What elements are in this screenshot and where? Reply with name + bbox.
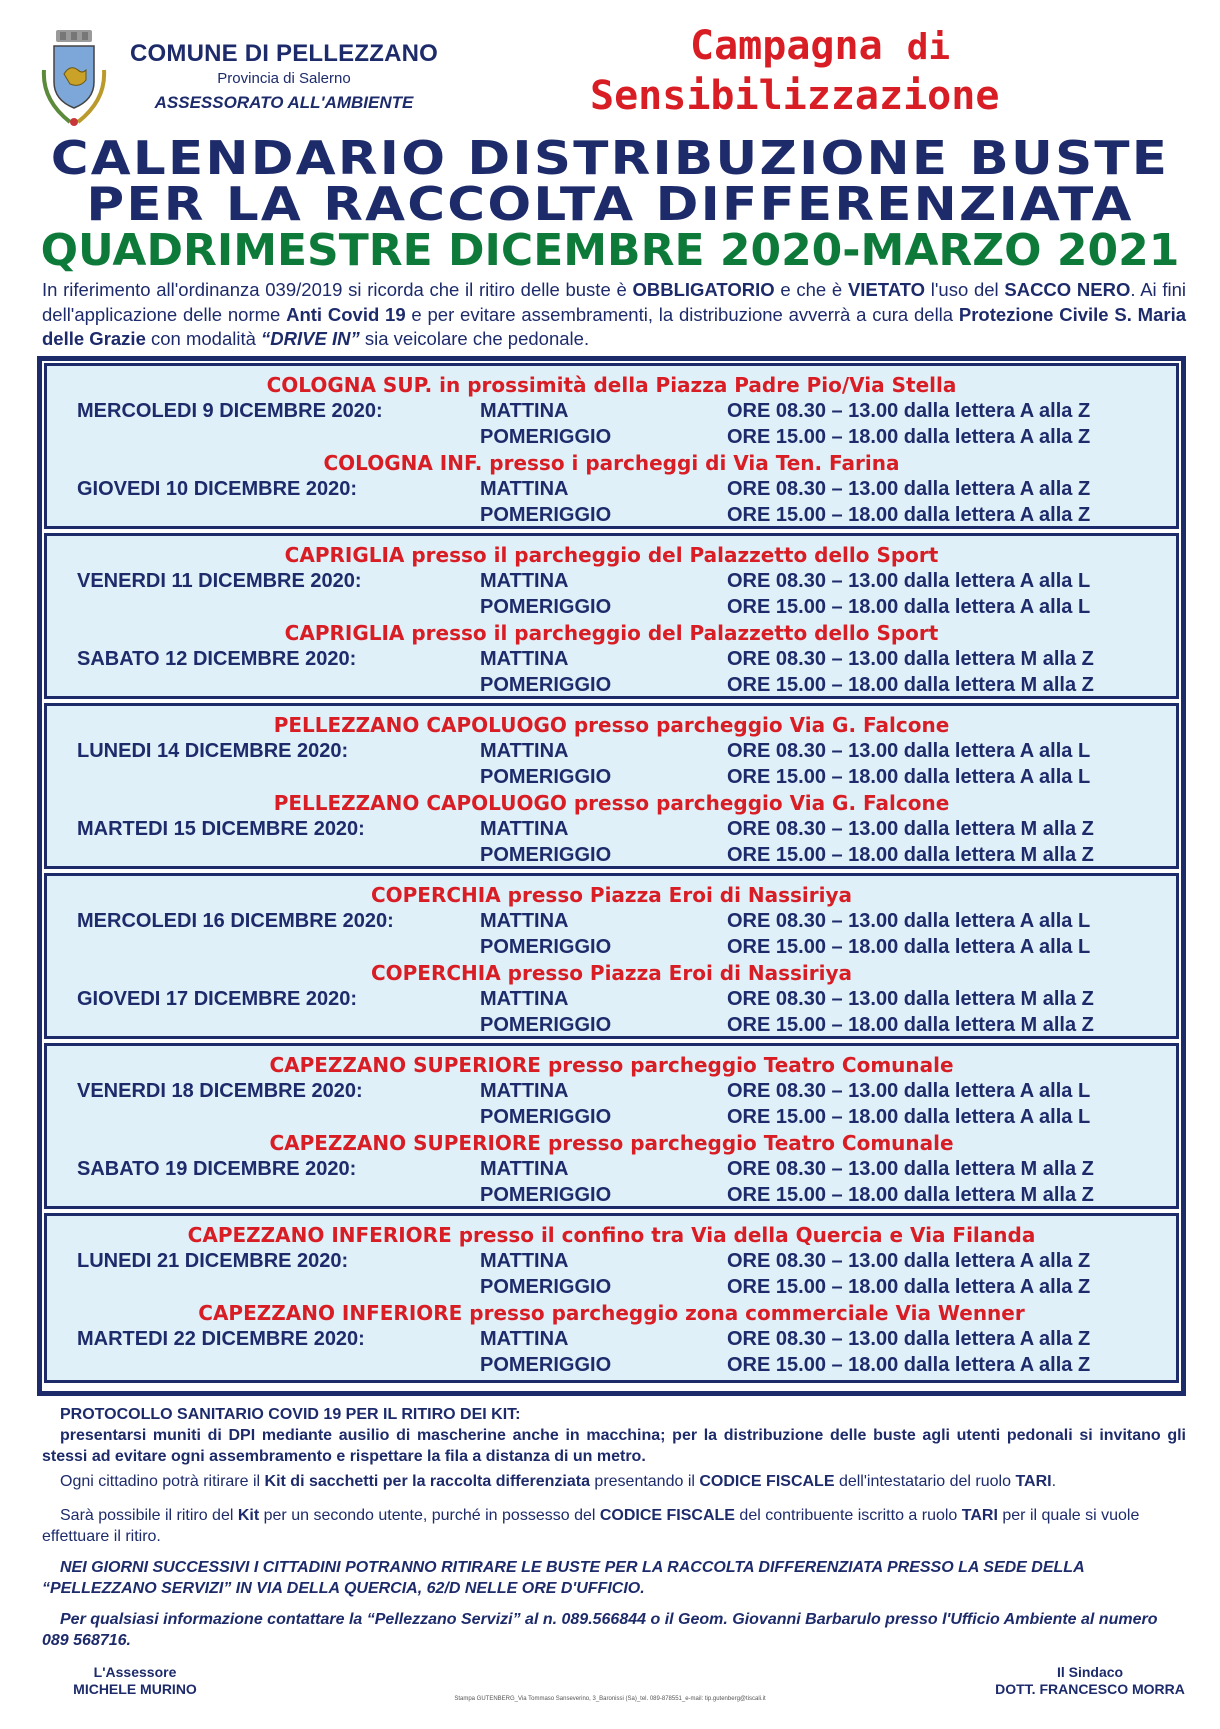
schedule-date: VENERDI 11 DICEMBRE 2020:: [77, 570, 362, 592]
schedule-row: [47, 398, 1176, 424]
location-heading: [47, 960, 1176, 986]
schedule-row: [47, 476, 1176, 502]
printer-credit: Stampa GUTENBERG_Via Tommaso Sanseverino, 3_Baronissi (Sa)_tel. 089-878551_e-mail: tip.gutenberg@tiscali.it: [454, 1696, 766, 1702]
location-heading: [47, 882, 1176, 908]
location-heading: [47, 1300, 1176, 1326]
location-name: COPERCHIA: [370, 883, 501, 907]
schedule-block: [44, 363, 1179, 529]
schedule-time: ORE 15.00 – 18.00 dalla lettera A alla L: [727, 596, 1091, 618]
schedule-date: LUNEDI 14 DICEMBRE 2020:: [77, 740, 349, 762]
schedule-time: ORE 08.30 – 13.00 dalla lettera A alla Z: [727, 1328, 1091, 1350]
schedule-row: [47, 1326, 1176, 1352]
location-detail: presso parcheggio Teatro Comunale: [540, 1053, 954, 1077]
protocol-heading: PROTOCOLLO SANITARIO COVID 19 PER IL RITIRO DEI KIT:: [60, 1406, 521, 1423]
following-days-notice: NEI GIORNI SUCCESSIVI I CITTADINI POTRANNO RITIRARE LE BUSTE PER LA RACCOLTA DIFFERENZIATA PRESSO LA SEDE DELLA “PELLEZZANO SERVIZI” IN VIA DELLA QUERCIA, 62/D NELLE ORE D'UFFICIO.: [42, 1559, 1085, 1597]
schedule-row: [47, 1104, 1176, 1130]
schedule-time: ORE 15.00 – 18.00 dalla lettera A alla Z: [727, 426, 1091, 448]
schedule-row: [47, 934, 1176, 960]
intro-bold: VIETATO: [847, 279, 926, 300]
schedule-date: MERCOLEDI 16 DICEMBRE 2020:: [77, 910, 394, 932]
kit-bold: TARI: [1015, 1473, 1052, 1490]
intro-bold: OBBLIGATORIO: [632, 279, 775, 300]
location-name: PELLEZZANO CAPOLUOGO: [273, 791, 567, 815]
schedule-row: [47, 1078, 1176, 1104]
schedule-time: ORE 15.00 – 18.00 dalla lettera M alla Z: [727, 674, 1094, 696]
schedule-time: ORE 15.00 – 18.00 dalla lettera M alla Z: [727, 844, 1094, 866]
location-name: CAPEZZANO SUPERIORE: [269, 1131, 541, 1155]
schedule-time: ORE 15.00 – 18.00 dalla lettera A alla L: [727, 936, 1091, 958]
location-name: COLOGNA SUP.: [266, 373, 433, 397]
schedule-time: ORE 08.30 – 13.00 dalla lettera A alla L: [727, 570, 1091, 592]
schedule-time: ORE 08.30 – 13.00 dalla lettera M alla Z: [727, 1158, 1094, 1180]
assessore-role: L'Assessore: [93, 1664, 177, 1680]
intro-bold: Protezione Civile S. Maria delle Grazie: [42, 303, 1186, 349]
department-name: ASSESSORATO ALL'AMBIENTE: [154, 93, 414, 112]
schedule-row: [47, 842, 1176, 868]
schedule-block: [44, 1213, 1179, 1383]
kit-text: del contribuente iscritto a ruolo: [734, 1507, 962, 1524]
schedule-block: [44, 873, 1179, 1039]
municipal-crest-icon: [40, 30, 108, 130]
location-heading: [47, 712, 1176, 738]
schedule-period: MATTINA: [480, 1328, 569, 1350]
location-heading: [47, 450, 1176, 476]
kit-bold: Kit di sacchetti per la raccolta differenziata: [264, 1473, 590, 1490]
kit-bold: TARI: [961, 1507, 998, 1524]
campaign-line1: Campagna: [690, 23, 883, 69]
schedule-period: POMERIGGIO: [480, 1354, 612, 1376]
location-heading: [47, 1052, 1176, 1078]
schedule-time: ORE 15.00 – 18.00 dalla lettera A alla Z: [727, 1276, 1091, 1298]
schedule-period: POMERIGGIO: [480, 844, 612, 866]
location-heading: [47, 1130, 1176, 1156]
intro-bold: “DRIVE IN”: [261, 328, 360, 349]
campaign-line2: Sensibilizzazione: [590, 73, 1000, 119]
location-name: CAPEZZANO SUPERIORE: [269, 1053, 541, 1077]
location-name: PELLEZZANO CAPOLUOGO: [273, 713, 567, 737]
schedule-period: POMERIGGIO: [480, 1106, 612, 1128]
schedule-date: MERCOLEDI 9 DICEMBRE 2020:: [77, 400, 383, 422]
schedule-row: [47, 424, 1176, 450]
schedule-row: [47, 568, 1176, 594]
intro-text: e che è: [774, 279, 848, 300]
schedule-date: VENERDI 18 DICEMBRE 2020:: [77, 1080, 363, 1102]
sindaco-name: DOTT. FRANCESCO MORRA: [995, 1681, 1185, 1697]
schedule-row: [47, 1156, 1176, 1182]
intro-text: sia veicolare che pedonale.: [359, 328, 590, 349]
schedule-row: [47, 672, 1176, 698]
campaign-heading: [590, 22, 1070, 120]
kit-text: Ogni cittadino potrà ritirare il: [60, 1473, 265, 1490]
schedule-period: MATTINA: [480, 1158, 569, 1180]
schedule-block: [44, 533, 1179, 699]
schedule-row: [47, 646, 1176, 672]
protocol-body: presentarsi muniti di DPI mediante ausilio di mascherine anche in macchina; per la distribuzione delle buste agli utenti pedonali si invitano gli stessi ad evitare ogni assembramento e rispettare la fila a distanza di un metro.: [42, 1427, 1186, 1465]
schedule-period: MATTINA: [480, 648, 569, 670]
schedule-row: [47, 1248, 1176, 1274]
schedule-date: MARTEDI 15 DICEMBRE 2020:: [77, 818, 365, 840]
intro-bold: Anti Covid 19: [286, 303, 406, 325]
location-name: CAPRIGLIA: [284, 543, 405, 567]
schedule-period: POMERIGGIO: [480, 766, 612, 788]
location-detail: presso parcheggio Via G. Falcone: [566, 713, 950, 737]
schedule-date: LUNEDI 21 DICEMBRE 2020:: [77, 1250, 349, 1272]
schedule-time: ORE 08.30 – 13.00 dalla lettera A alla Z: [727, 478, 1091, 500]
kit-bold: CODICE FISCALE: [599, 1507, 735, 1524]
schedule-time: ORE 08.30 – 13.00 dalla lettera M alla Z: [727, 648, 1094, 670]
schedule-row: [47, 764, 1176, 790]
intro-text: In riferimento all'ordinanza 039/2019 si ricorda che il ritiro delle buste è: [42, 279, 633, 300]
municipality-name: COMUNE DI PELLEZZANO: [130, 40, 438, 67]
title-line1: CALENDARIO DISTRIBUZIONE BUSTE: [50, 131, 1170, 185]
location-heading: [47, 1222, 1176, 1248]
schedule-date: MARTEDI 22 DICEMBRE 2020:: [77, 1328, 365, 1350]
schedule-row: [47, 738, 1176, 764]
schedule-date: SABATO 12 DICEMBRE 2020:: [77, 648, 357, 670]
intro-bold: SACCO NERO: [1004, 279, 1131, 300]
schedule-time: ORE 15.00 – 18.00 dalla lettera A alla L: [727, 766, 1091, 788]
schedule-period: POMERIGGIO: [480, 1014, 612, 1036]
schedule-row: [47, 1274, 1176, 1300]
schedule-period: POMERIGGIO: [480, 936, 612, 958]
distribution-schedule: [37, 356, 1186, 1396]
sindaco-role: Il Sindaco: [1056, 1664, 1124, 1680]
location-heading: [47, 790, 1176, 816]
schedule-period: POMERIGGIO: [480, 504, 612, 526]
intro-text: e per evitare assembramenti, la distribuzione avverrà a cura della: [405, 303, 959, 325]
schedule-period: POMERIGGIO: [480, 1276, 612, 1298]
schedule-period: MATTINA: [480, 570, 569, 592]
province-name: Provincia di Salerno: [217, 70, 351, 87]
kit-bold: Kit: [237, 1507, 260, 1524]
assessore-signature: [60, 1664, 210, 1698]
contact-info: Per qualsiasi informazione contattare la “Pellezzano Servizi” al n. 089.566844 o il Geom. Giovanni Barbarulo presso l'Ufficio Ambiente al numero 089 568716.: [42, 1611, 1158, 1649]
kit-paragraph-2: [42, 1505, 1186, 1547]
location-detail: presso parcheggio Teatro Comunale: [540, 1131, 954, 1155]
kit-text: per un secondo utente, purché in possesso del: [259, 1507, 600, 1524]
schedule-time: ORE 08.30 – 13.00 dalla lettera A alla L: [727, 740, 1091, 762]
schedule-row: [47, 502, 1176, 528]
schedule-block: [44, 1043, 1179, 1209]
kit-text: Sarà possibile il ritiro del: [60, 1507, 238, 1524]
location-detail: presso il parcheggio del Palazzetto dello Sport: [404, 621, 939, 645]
schedule-time: ORE 15.00 – 18.00 dalla lettera A alla L: [727, 1106, 1091, 1128]
schedule-period: POMERIGGIO: [480, 674, 612, 696]
schedule-row: [47, 594, 1176, 620]
assessore-name: MICHELE MURINO: [73, 1681, 197, 1697]
title-line2: PER LA RACCOLTA DIFFERENZIATA: [86, 177, 1134, 231]
location-heading: [47, 620, 1176, 646]
schedule-row: [47, 1352, 1176, 1378]
schedule-row: [47, 1012, 1176, 1038]
location-detail: presso parcheggio zona commerciale Via Wenner: [462, 1301, 1025, 1325]
schedule-date: GIOVEDI 17 DICEMBRE 2020:: [77, 988, 358, 1010]
campaign-line1-di: di: [906, 27, 951, 68]
schedule-period: MATTINA: [480, 1080, 569, 1102]
schedule-period: MATTINA: [480, 478, 569, 500]
schedule-period: POMERIGGIO: [480, 1184, 612, 1206]
period-subtitle: QUADRIMESTRE DICEMBRE 2020-MARZO 2021: [40, 225, 1180, 276]
schedule-date: GIOVEDI 10 DICEMBRE 2020:: [77, 478, 358, 500]
schedule-row: [47, 908, 1176, 934]
schedule-time: ORE 08.30 – 13.00 dalla lettera M alla Z: [727, 818, 1094, 840]
schedule-date: SABATO 19 DICEMBRE 2020:: [77, 1158, 357, 1180]
schedule-period: MATTINA: [480, 910, 569, 932]
schedule-row: [47, 816, 1176, 842]
schedule-row: [47, 1182, 1176, 1208]
location-detail: presso parcheggio Via G. Falcone: [566, 791, 950, 815]
kit-text: .: [1051, 1473, 1057, 1490]
schedule-time: ORE 08.30 – 13.00 dalla lettera A alla Z: [727, 400, 1091, 422]
schedule-time: ORE 15.00 – 18.00 dalla lettera A alla Z: [727, 1354, 1091, 1376]
schedule-period: MATTINA: [480, 1250, 569, 1272]
kit-text: presentando il: [589, 1473, 700, 1490]
location-detail: presso Piazza Eroi di Nassiriya: [500, 961, 853, 985]
schedule-time: ORE 08.30 – 13.00 dalla lettera A alla L: [727, 910, 1091, 932]
intro-text: con modalità: [145, 328, 262, 349]
schedule-time: ORE 15.00 – 18.00 dalla lettera A alla Z: [727, 504, 1091, 526]
schedule-period: MATTINA: [480, 740, 569, 762]
municipality-header: [114, 40, 454, 113]
schedule-time: ORE 15.00 – 18.00 dalla lettera M alla Z: [727, 1014, 1094, 1036]
location-detail: presso il confino tra Via della Quercia e Via Filanda: [451, 1223, 1036, 1247]
schedule-time: ORE 08.30 – 13.00 dalla lettera A alla L: [727, 1080, 1091, 1102]
location-name: CAPRIGLIA: [284, 621, 405, 645]
location-detail: presso Piazza Eroi di Nassiriya: [500, 883, 853, 907]
location-name: COPERCHIA: [370, 961, 501, 985]
location-detail: presso i parcheggi di Via Ten. Farina: [482, 451, 900, 475]
schedule-block: [44, 703, 1179, 869]
kit-bold: CODICE FISCALE: [699, 1473, 835, 1490]
intro-text: l'uso del: [925, 279, 1005, 300]
location-heading: [47, 542, 1176, 568]
schedule-period: MATTINA: [480, 988, 569, 1010]
kit-text: per il quale si vuole effettuare il ritiro.: [42, 1507, 1140, 1545]
schedule-time: ORE 15.00 – 18.00 dalla lettera M alla Z: [727, 1184, 1094, 1206]
location-name: CAPEZZANO INFERIORE: [187, 1223, 452, 1247]
schedule-period: POMERIGGIO: [480, 426, 612, 448]
schedule-period: POMERIGGIO: [480, 596, 612, 618]
schedule-period: MATTINA: [480, 818, 569, 840]
schedule-row: [47, 986, 1176, 1012]
kit-paragraph-1: [42, 1471, 1186, 1492]
location-detail: in prossimità della Piazza Padre Pio/Via Stella: [432, 373, 957, 397]
intro-paragraph: [42, 278, 1186, 352]
kit-text: dell'intestatario del ruolo: [834, 1473, 1016, 1490]
location-detail: presso il parcheggio del Palazzetto dello Sport: [404, 543, 939, 567]
schedule-time: ORE 08.30 – 13.00 dalla lettera M alla Z: [727, 988, 1094, 1010]
schedule-period: MATTINA: [480, 400, 569, 422]
intro-text: . Ai fini dell'applicazione delle norme: [42, 279, 1187, 325]
location-heading: [47, 372, 1176, 398]
location-name: CAPEZZANO INFERIORE: [198, 1301, 463, 1325]
sindaco-signature: [975, 1664, 1205, 1698]
location-name: COLOGNA INF.: [323, 451, 483, 475]
schedule-time: ORE 08.30 – 13.00 dalla lettera A alla Z: [727, 1250, 1091, 1272]
